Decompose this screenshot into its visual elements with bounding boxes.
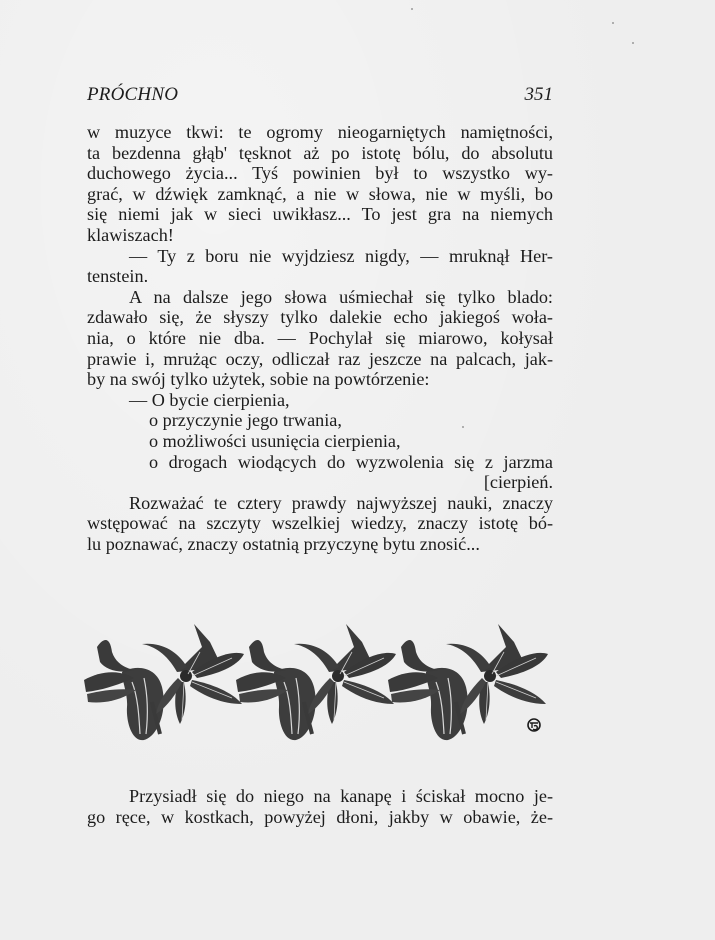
text-line: nia, o które nie dba. — Pochylał się miarowo, kołysał — [87, 327, 553, 348]
text-line: lu poznawać, znaczy ostatnią przyczynę bytu znosić... — [87, 533, 480, 554]
list-item-continuation: [cierpień. — [483, 472, 553, 493]
paper-speck — [632, 42, 634, 44]
list-item: — O bycie cierpienia, — [129, 389, 290, 410]
text-line: tenstein. — [87, 266, 149, 287]
lily-ornament — [82, 612, 552, 747]
text-line: wstępować na szczyty wszelkiej wiedzy, znaczy istotę bó- — [87, 513, 553, 534]
chapter-title: PRÓCHNO — [87, 84, 179, 105]
page-number: 351 — [524, 84, 553, 105]
text-line: prawie i, mrużąc oczy, odliczał raz jeszcze na palcach, jak- — [87, 348, 553, 369]
lily-frieze-icon — [82, 612, 552, 747]
text-line: zdawało się, że słyszy tylko dalekie echo jakiegoś woła- — [87, 307, 553, 328]
paper-speck — [411, 8, 413, 10]
monogram-icon — [527, 717, 541, 731]
list-item: o przyczynie jego trwania, — [149, 410, 342, 431]
text-line: ta bezdenna głąb' tęsknot aż po istotę bólu, do absolutu — [87, 142, 553, 163]
text-line: się niemi jak w sieci uwikłasz... To jest gra na niemych — [87, 204, 553, 225]
text-line: go ręce, w kostkach, powyżej dłoni, jakby w obawie, że- — [87, 806, 553, 827]
text-line: w muzyce tkwi: te ogromy nieogarniętych namiętności, — [87, 122, 553, 142]
text-line: Rozważać te cztery prawdy najwyższej nauki, znaczy — [129, 492, 553, 513]
text-line: grać, w dźwięk zamknąć, a nie w słowa, nie w myśli, bo — [87, 183, 553, 204]
list-item: o drogach wiodących do wyzwolenia się z jarzma — [149, 451, 553, 472]
paper-speck — [462, 426, 464, 428]
text-line: Przysiadł się do niego na kanapę i ściskał mocno je- — [129, 786, 553, 806]
text-line: — Ty z boru nie wyjdziesz nigdy, — mruknął Her- — [129, 245, 553, 266]
list-item: o możliwości usunięcia cierpienia, — [149, 430, 401, 451]
body-text-continued — [87, 786, 553, 827]
text-line: A na dalsze jego słowa uśmiechał się tylko blado: — [129, 286, 553, 307]
text-line: duchowego życia... Tyś powinien był to wszystko wy- — [87, 163, 553, 184]
text-line: klawiszach! — [87, 224, 174, 245]
running-head — [87, 84, 553, 108]
text-line: by na swój tylko użytek, sobie na powtórzenie: — [87, 369, 430, 390]
paper-speck — [612, 22, 614, 24]
body-text — [87, 122, 553, 554]
